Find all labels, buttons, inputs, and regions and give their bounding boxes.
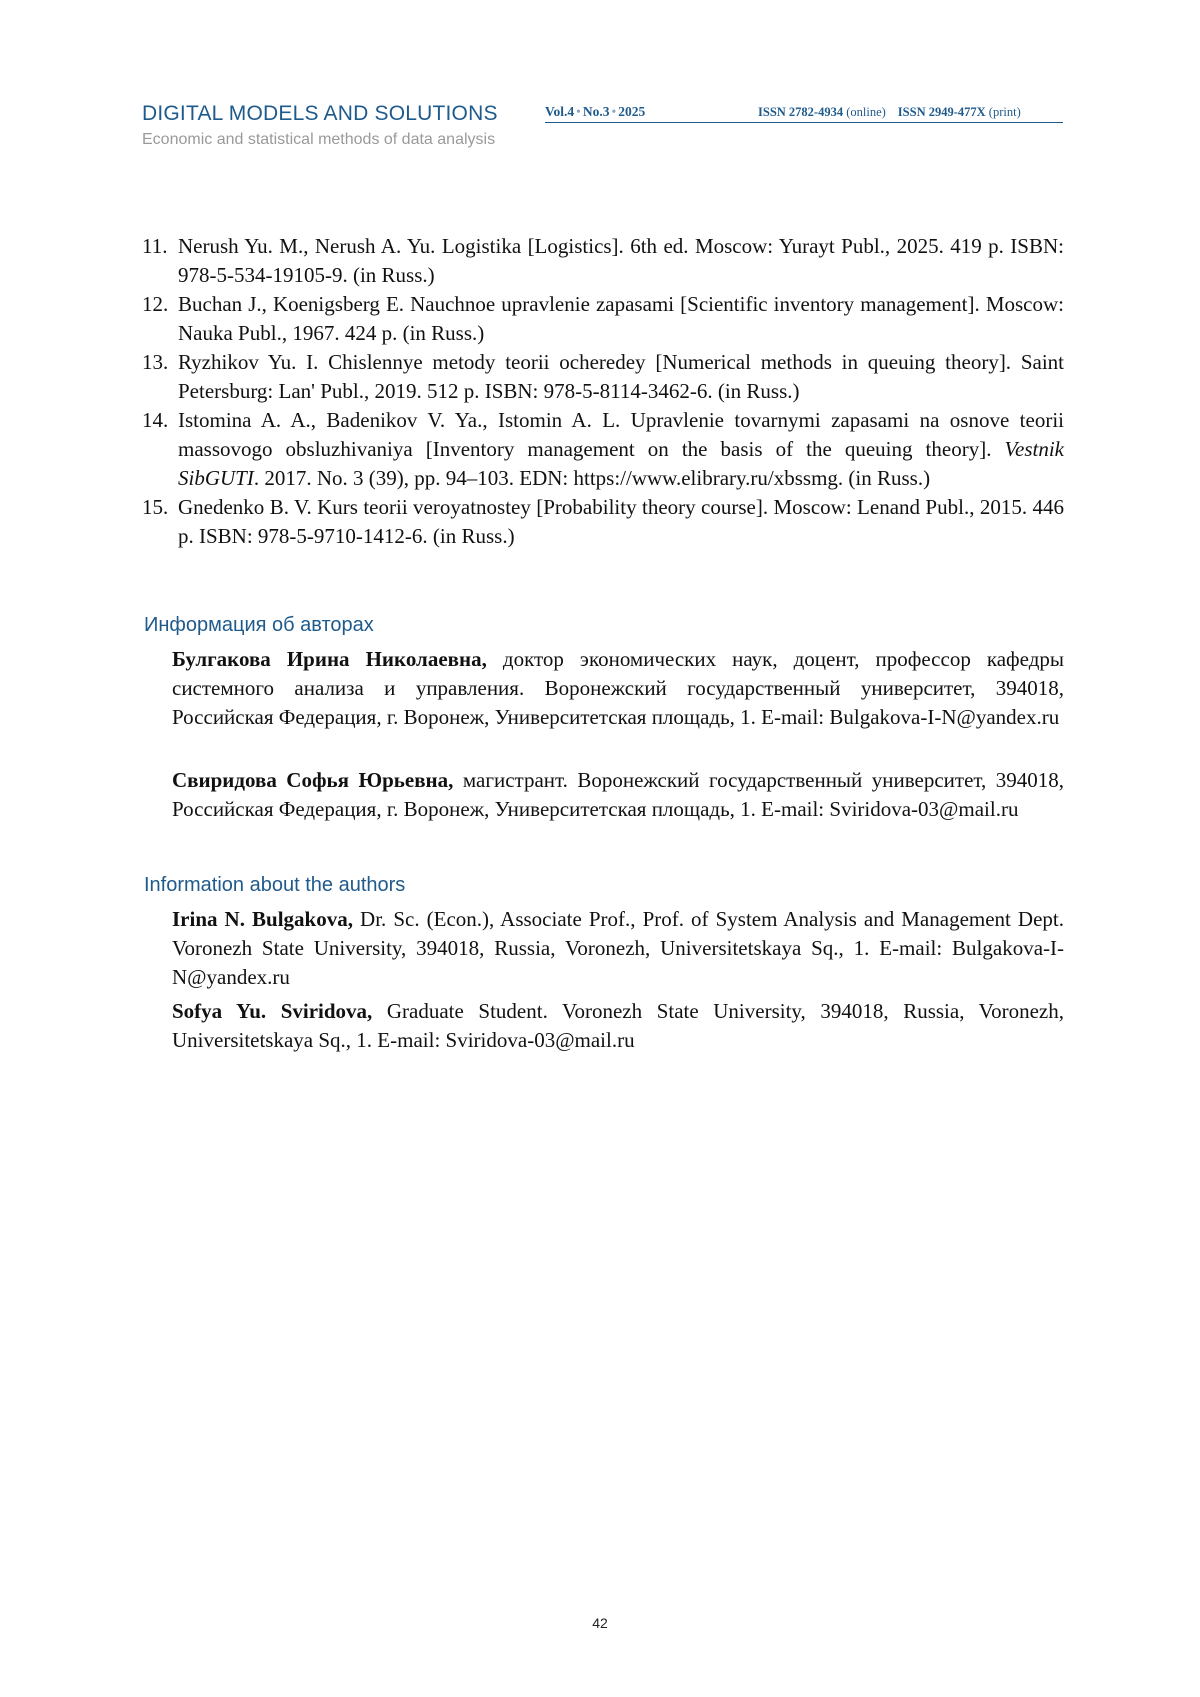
authors-heading-en: Information about the authors: [144, 874, 406, 896]
reference-number: 12.: [142, 292, 169, 316]
author-name: Свиридова Софья Юрьевна,: [172, 768, 454, 792]
volume-issue: [545, 104, 645, 120]
author-name: Sofya Yu. Sviridova,: [172, 999, 373, 1023]
journal-title: DIGITAL MODELS AND SOLUTIONS: [142, 102, 498, 125]
author-info: [172, 997, 1064, 1055]
author-details: магистрант. Воронежский государственный университет, 394018, Российская Федерация, г. Воронеж, Университетская площадь, 1. E-mail: Sviridova-03@mail.ru: [172, 768, 1064, 821]
author-info: [172, 766, 1064, 824]
reference-item: [142, 290, 1064, 348]
reference-text: Ryzhikov Yu. I. Chislennye metody teorii ocheredey [Numerical methods in queuing theory]. Saint Petersburg: Lan' Publ., 2019. 512 p. ISBN: 978-5-8114-3462-6. (in Russ.): [178, 350, 1064, 403]
separator-dot: •: [611, 104, 617, 119]
author-info: [172, 905, 1064, 992]
header-rule: [545, 122, 1063, 123]
issn-info: [758, 105, 1021, 120]
issue-number: No.3: [582, 104, 610, 119]
author-details: Graduate Student. Voronezh State University, 394018, Russia, Voronezh, Universitetskaya Sq., 1. E-mail: Sviridova-03@mail.ru: [172, 999, 1064, 1052]
reference-number: 13.: [142, 350, 169, 374]
reference-journal: Vestnik SibGUTI: [178, 437, 1064, 490]
reference-number: 15.: [142, 495, 169, 519]
reference-item: [142, 493, 1064, 551]
issn-online-suffix: (online): [846, 105, 886, 119]
reference-item: [142, 348, 1064, 406]
year: 2025: [618, 104, 646, 119]
issn-print: ISSN 2949-477X: [897, 105, 986, 119]
page-number: 42: [592, 1615, 608, 1631]
journal-subtitle: Economic and statistical methods of data analysis: [142, 131, 496, 148]
separator-dot: •: [576, 104, 581, 119]
reference-number: 14.: [142, 408, 169, 432]
author-details: доктор экономических наук, доцент, профессор кафедры системного анализа и управления. Воронежский государственный университет, 394018, Российская Федерация, г. Воронеж, Университетская площадь, 1. E-mail: Bulgakova-I-N@yandex.ru: [172, 647, 1064, 729]
author-info: [172, 645, 1064, 732]
volume: Vol.4: [545, 104, 575, 119]
reference-item: [142, 232, 1064, 290]
reference-text: . 2017. No. 3 (39), pp. 94–103. EDN: https://www.elibrary.ru/xbssmg. (in Russ.): [253, 466, 931, 490]
reference-item: [142, 406, 1064, 493]
reference-text: Gnedenko B. V. Kurs teorii veroyatnostey [Probability theory course]. Moscow: Lenand Publ., 2015. 446 p. ISBN: 978-5-9710-1412-6. (in Russ.): [178, 495, 1064, 548]
issn-online: ISSN 2782-4934: [758, 105, 844, 119]
reference-text: Nerush Yu. M., Nerush A. Yu. Logistika [Logistics]. 6th ed. Moscow: Yurayt Publ., 2025. 419 p. ISBN: 978-5-534-19105-9. (in Russ.): [178, 234, 1064, 287]
reference-text: Istomina A. A., Badenikov V. Ya., Istomin A. L. Upravlenie tovarnymi zapasami na osnove teorii massovogo obsluzhivaniya [Inventory management on the basis of the queuing theory].: [178, 408, 1064, 461]
authors-heading-ru: Информация об авторах: [144, 614, 374, 636]
author-details: Dr. Sc. (Econ.), Associate Prof., Prof. of System Analysis and Management Dept. Voronezh State University, 394018, Russia, Voronezh, Universitetskaya Sq., 1. E-mail: Bulgakova-I-N@yandex.ru: [172, 907, 1065, 989]
reference-list: [142, 232, 1064, 551]
author-name: Булгакова Ирина Николаевна,: [172, 647, 487, 671]
author-name: Irina N. Bulgakova,: [172, 907, 353, 931]
reference-number: 11.: [142, 234, 168, 258]
reference-text: Buchan J., Koenigsberg E. Nauchnoe upravlenie zapasami [Scientific inventory management]. Moscow: Nauka Publ., 1967. 424 p. (in Russ.): [178, 292, 1064, 345]
issn-print-suffix: (print): [988, 105, 1021, 119]
